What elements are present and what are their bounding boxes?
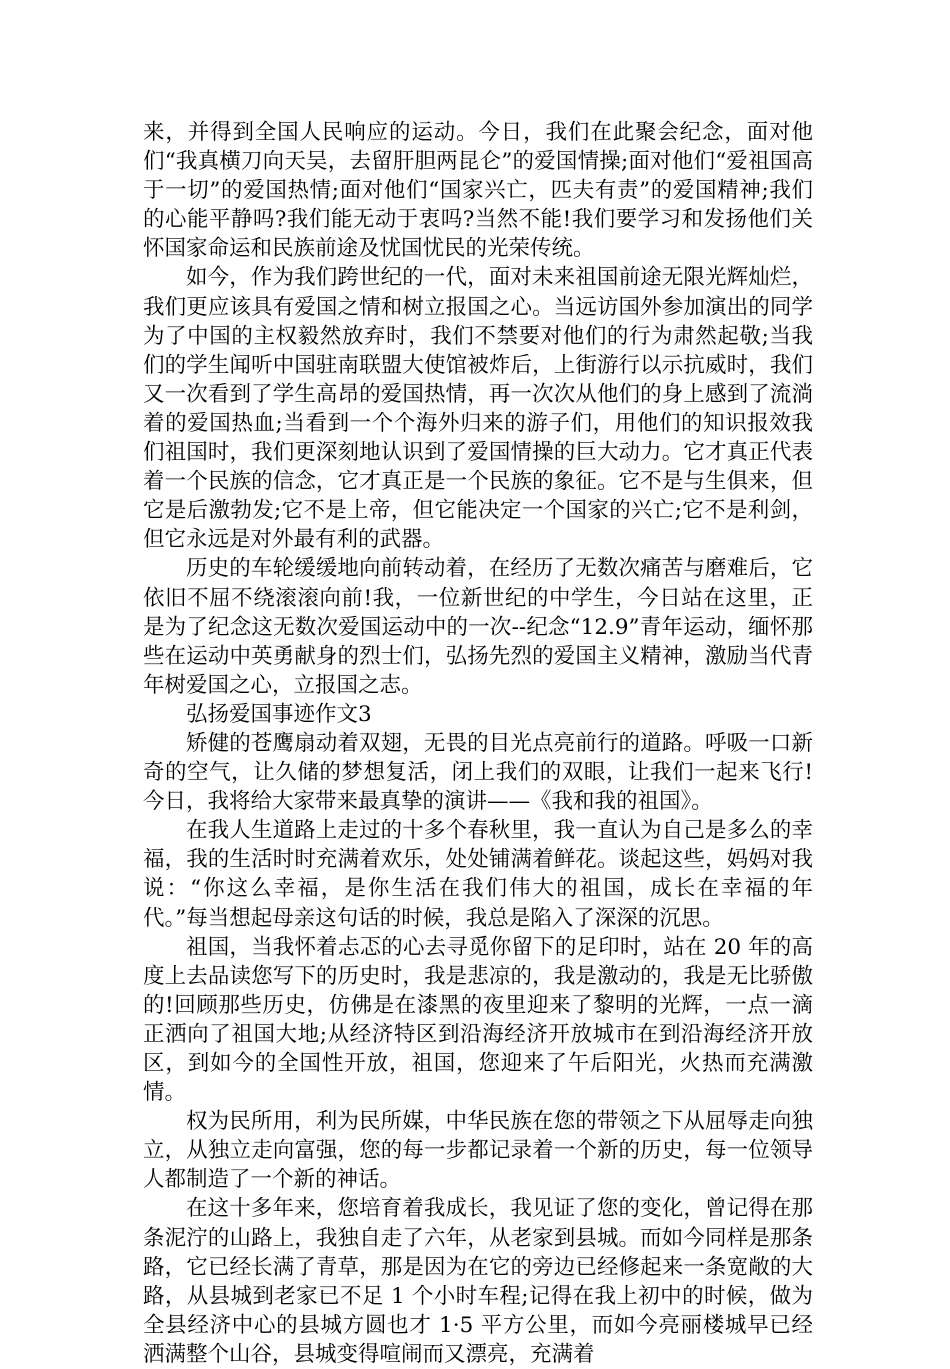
- paragraph-ten-years: 在这十多年来，您培育着我成长，我见证了您的变化，曾记得在那条泥泞的山路上，我独自走了六年，从老家到县城。而如今同样是那条路，它已经长满了青草，那是因为在它的旁边已经修起来一条宽敞的大路，从县城到老家已不足 1 个小时车程;记得在我上初中的时候，做为全县经济中心的县城方圆也才 1·5 平方公里，而如今亮丽楼城早已经洒满整个山谷，县城变得喧闹而又漂亮，充满着: [143, 1196, 813, 1367]
- paragraph-nowadays: 如今，作为我们跨世纪的一代，面对未来祖国前途无限光辉灿烂，我们更应该具有爱国之情和树立报国之心。当远访国外参加演出的同学为了中国的主权毅然放弃时，我们不禁要对他们的行为肃然起敬;当我们的学生闻听中国驻南联盟大使馆被炸后，上街游行以示抗威时，我们又一次看到了学生高昂的爱国热情，再一次次从他们的身上感到了流淌着的爱国热血;当看到一个个海外归来的游子们，用他们的知识报效我们祖国时，我们更深刻地认识到了爱国情操的巨大动力。它才真正代表着一个民族的信念，它才真正是一个民族的象征。它不是与生俱来，但它是后激勃发;它不是上帝，但它能决定一个国家的兴亡;它不是利剑，但它永远是对外最有利的武器。: [143, 265, 813, 553]
- paragraph-intro: 来，并得到全国人民响应的运动。今日，我们在此聚会纪念，面对他们“我真横刀向天吴，去留肝胆两昆仑”的爱国情操;面对他们“爱祖国高于一切”的爱国热情;面对他们“国家兴亡，匹夫有责”的爱国精神;我们的心能平静吗?我们能无动于衷吗?当然不能!我们要学习和发扬他们关怀国家命运和民族前途及忧国忧民的光荣传统。: [143, 120, 813, 262]
- paragraph-power: 权为民所用，利为民所媒，中华民族在您的带领之下从屈辱走向独立，从独立走向富强，您的每一步都记录着一个新的历史，每一位领导人都制造了一个新的神话。: [143, 1109, 813, 1193]
- section-heading: 弘扬爱国事迹作文3: [186, 701, 372, 727]
- document-body: [143, 118, 813, 1369]
- paragraph-happiness: 在我人生道路上走过的十多个春秋里，我一直认为自己是多么的幸福，我的生活时时充满着欢乐，处处铺满着鲜花。谈起这些，妈妈对我说：“你这么幸福，是你生活在我们伟大的祖国，成长在幸福的年代。”每当想起母亲这句话的时候，我总是陷入了深深的沉思。: [143, 818, 813, 931]
- paragraph-eagle: 矫健的苍鹰扇动着双翅，无畏的目光点亮前行的道路。呼吸一口新奇的空气，让久储的梦想复活，闭上我们的双眼，让我们一起来飞行!今日，我将给大家带来最真挚的演讲——《我和我的祖国》。: [143, 730, 813, 815]
- paragraph-motherland: 祖国，当我怀着忐忑的心去寻觅你留下的足印时，站在 20 年的高度上去品读您写下的历史时，我是悲凉的，我是激动的，我是无比骄傲的!回顾那些历史，仿佛是在漆黑的夜里迎来了黎明的光辉，一点一滴正洒向了祖国大地;从经济特区到沿海经济开放城市在到沿海经济开放区，到如今的全国性开放，祖国，您迎来了午后阳光，火热而充满激情。: [143, 934, 813, 1106]
- paragraph-history-wheel: 历史的车轮缓缓地向前转动着，在经历了无数次痛苦与磨难后，它依旧不屈不绕滚滚向前!我，一位新世纪的中学生，今日站在这里，正是为了纪念这无数次爱国运动中的一次--纪念“12.9”青年运动，缅怀那些在运动中英勇献身的烈士们，弘扬先烈的爱国主义精神，激励当代青年树爱国之心，立报国之志。: [143, 556, 813, 698]
